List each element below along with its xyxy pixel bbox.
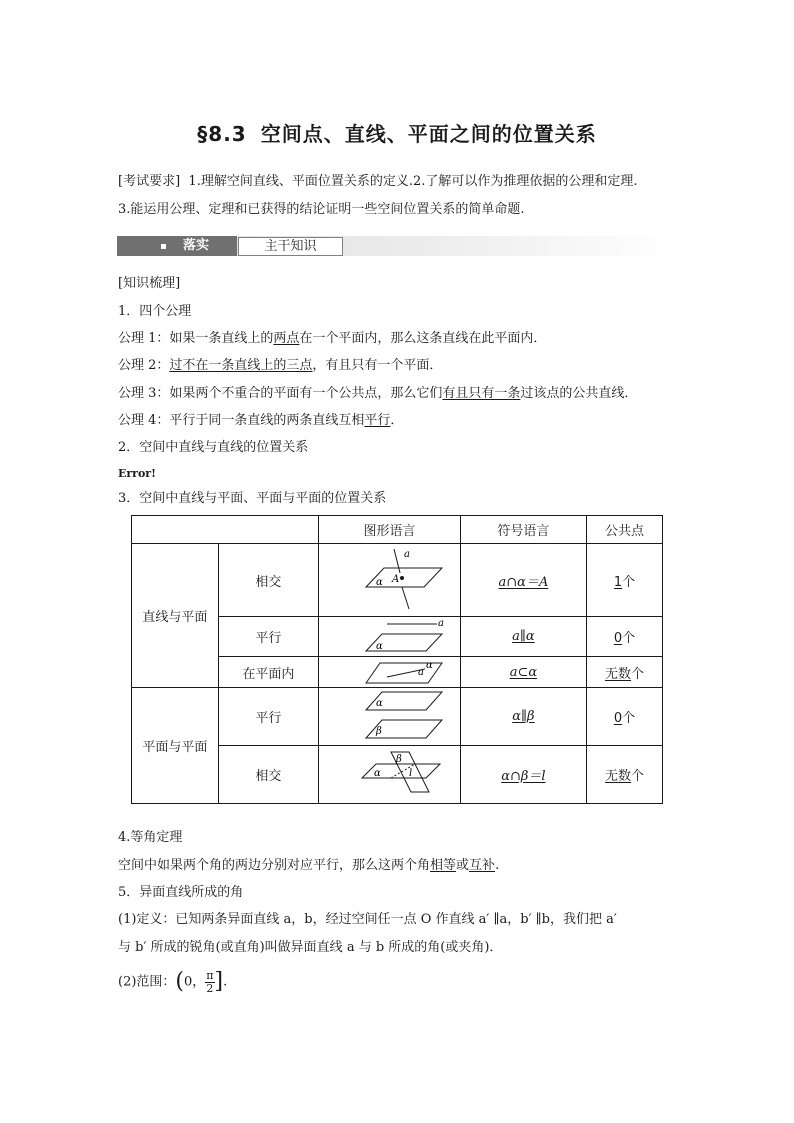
table-row bbox=[132, 688, 663, 746]
axiom-4-post: ． bbox=[390, 413, 404, 428]
requirements-label: [考试要求] bbox=[118, 174, 181, 189]
label-alpha: α bbox=[426, 660, 434, 671]
axiom-3-blank: 有且只有一条 bbox=[442, 386, 521, 401]
axiom-4 bbox=[118, 413, 403, 429]
figure-line-in-plane bbox=[319, 657, 461, 688]
range-zero: 0， bbox=[184, 974, 206, 990]
label-l: l bbox=[409, 767, 413, 779]
axiom-1-post: 在一个平面内，那么这条直线在此平面内． bbox=[299, 331, 547, 346]
equal-angle-blank-2: 互补 bbox=[469, 858, 496, 873]
label-beta: β bbox=[376, 725, 383, 737]
label-A: A bbox=[392, 574, 400, 585]
section-title: 空间点、直线、平面之间的位置关系 bbox=[260, 122, 597, 146]
requirements-line-2: 3.能运用公理、定理和已获得的结论证明一些空间位置关系的简单命题. bbox=[118, 202, 525, 217]
equal-angle-text bbox=[118, 858, 499, 874]
header-cell-figure: 图形语言 bbox=[319, 516, 461, 544]
axiom-2-post: ，有且只有一个平面． bbox=[312, 358, 443, 373]
section-bar-dark-label: 落实 bbox=[183, 238, 210, 253]
symbol-cell bbox=[460, 688, 586, 746]
symbol-cell bbox=[460, 657, 586, 688]
symbol-cell bbox=[460, 544, 586, 617]
symbol-value: a∩α＝A bbox=[498, 574, 549, 590]
axiom-2-pre: 公理 2： bbox=[118, 358, 170, 373]
table-row bbox=[132, 544, 663, 617]
points-value: 1 bbox=[613, 574, 623, 590]
label-beta: β bbox=[396, 753, 403, 765]
header-cell-points: 公共点 bbox=[587, 516, 663, 544]
symbol-value: α∩β＝l bbox=[501, 769, 546, 784]
axiom-4-pre: 公理 4：平行于同一条直线的两条直线互相 bbox=[118, 413, 365, 428]
skew-range bbox=[118, 966, 227, 999]
points-cell bbox=[587, 657, 663, 688]
section-number: §8.3 bbox=[197, 122, 247, 146]
equal-angle-blank-1: 相等 bbox=[430, 858, 457, 873]
axiom-2-blank: 过不在一条直线上的三点 bbox=[169, 358, 313, 373]
symbol-value: a∥α bbox=[512, 629, 535, 644]
equal-angle-mid: 或 bbox=[456, 858, 470, 873]
row-name: 平行 bbox=[218, 617, 318, 657]
label-a: a bbox=[404, 549, 411, 560]
plane-parallel-figure bbox=[329, 690, 449, 744]
skew-definition-2: 与 b′ 所成的锐角(或直角)叫做异面直线 a 与 b 所成的角(或夹角)． bbox=[118, 940, 503, 955]
row-name: 平行 bbox=[218, 688, 318, 746]
points-suffix: 个 bbox=[622, 711, 636, 726]
points-value: 无数 bbox=[605, 666, 632, 682]
row-name: 相交 bbox=[218, 746, 318, 804]
header-cell-symbol: 符号语言 bbox=[460, 516, 586, 544]
error-text: Error! bbox=[118, 467, 156, 480]
points-value: 0 bbox=[613, 631, 623, 646]
skew-heading: 5．异面直线所成的角 bbox=[118, 885, 244, 900]
symbol-cell bbox=[460, 746, 586, 804]
axiom-1-blank: 两点 bbox=[273, 331, 300, 346]
row-name: 相交 bbox=[218, 544, 318, 617]
range-open-paren: ( bbox=[175, 969, 185, 994]
range-label: (2)范围： bbox=[118, 974, 176, 990]
bullet-square-icon bbox=[161, 244, 166, 249]
requirements-line-1 bbox=[118, 174, 638, 190]
points-cell bbox=[587, 746, 663, 804]
points-suffix: 个 bbox=[631, 666, 645, 682]
points-cell bbox=[587, 617, 663, 657]
points-cell bbox=[587, 544, 663, 617]
axiom-3-pre: 公理 3：如果两个不重合的平面有一个公共点，那么它们 bbox=[118, 386, 443, 401]
section-bar bbox=[117, 236, 677, 256]
axiom-2 bbox=[118, 358, 442, 374]
figure-plane-parallel bbox=[319, 688, 461, 746]
axiom-3-post: 过该点的公共直线． bbox=[520, 386, 638, 401]
page-title bbox=[0, 118, 794, 147]
range-close-bracket: ] bbox=[214, 969, 224, 994]
axiom-4-blank: 平行 bbox=[364, 413, 391, 428]
range-end: . bbox=[223, 974, 228, 990]
header-cell-empty bbox=[132, 516, 319, 544]
section-bar-light-label: 主干知识 bbox=[238, 237, 343, 256]
axiom-1-pre: 公理 1：如果一条直线上的 bbox=[118, 331, 274, 346]
label-alpha: α bbox=[374, 767, 382, 779]
line-plane-heading: 3．空间中直线与平面、平面与平面的位置关系 bbox=[118, 491, 387, 506]
label-alpha: α bbox=[376, 697, 384, 709]
points-suffix: 个 bbox=[622, 574, 636, 590]
symbol-value: α∥β bbox=[512, 709, 535, 724]
row-name: 在平面内 bbox=[218, 657, 318, 688]
symbol-value: a⊂α bbox=[509, 664, 538, 680]
skew-definition-1: (1)定义：已知两条异面直线 a，b，经过空间任一点 O 作直线 a′ ∥a，b′ ∥b，我们把 a′ bbox=[118, 912, 617, 927]
group-line-plane: 直线与平面 bbox=[132, 544, 219, 688]
figure-plane-intersect bbox=[319, 746, 461, 804]
equal-angle-pre: 空间中如果两个角的两边分别对应平行，那么这两个角 bbox=[118, 858, 431, 873]
figure-line-parallel bbox=[319, 617, 461, 657]
figure-line-intersect bbox=[319, 544, 461, 617]
fraction-numerator: π bbox=[206, 968, 214, 982]
line-intersects-plane-figure bbox=[329, 547, 449, 613]
points-suffix: 个 bbox=[631, 769, 645, 784]
label-a: a bbox=[438, 618, 445, 629]
points-value: 0 bbox=[613, 711, 623, 726]
line-parallel-plane-figure bbox=[329, 619, 449, 655]
points-value: 无数 bbox=[605, 769, 632, 784]
plane-intersect-figure bbox=[329, 748, 449, 802]
equal-angle-post: . bbox=[495, 858, 500, 873]
relations-table bbox=[131, 515, 663, 804]
axiom-3 bbox=[118, 386, 637, 402]
axioms-heading: 1．四个公理 bbox=[118, 304, 192, 319]
table-header-row bbox=[132, 516, 663, 544]
label-alpha: α bbox=[376, 640, 384, 652]
axiom-1 bbox=[118, 331, 546, 347]
points-cell bbox=[587, 688, 663, 746]
section-bar-dark bbox=[117, 236, 237, 256]
knowledge-label: [知识梳理] bbox=[118, 276, 181, 291]
fraction-denominator: 2 bbox=[206, 981, 214, 995]
points-suffix: 个 bbox=[622, 631, 636, 646]
group-plane-plane: 平面与平面 bbox=[132, 688, 219, 804]
symbol-cell bbox=[460, 617, 586, 657]
pi-over-two-fraction bbox=[205, 970, 214, 995]
requirements-text-1: 1.理解空间直线、平面位置关系的定义.2.了解可以作为推理依据的公理和定理. bbox=[188, 174, 638, 189]
label-a: a bbox=[418, 667, 425, 678]
line-line-heading: 2．空间中直线与直线的位置关系 bbox=[118, 440, 309, 455]
label-alpha: α bbox=[376, 577, 384, 588]
equal-angle-heading: 4.等角定理 bbox=[118, 830, 183, 845]
line-in-plane-figure bbox=[329, 658, 449, 686]
